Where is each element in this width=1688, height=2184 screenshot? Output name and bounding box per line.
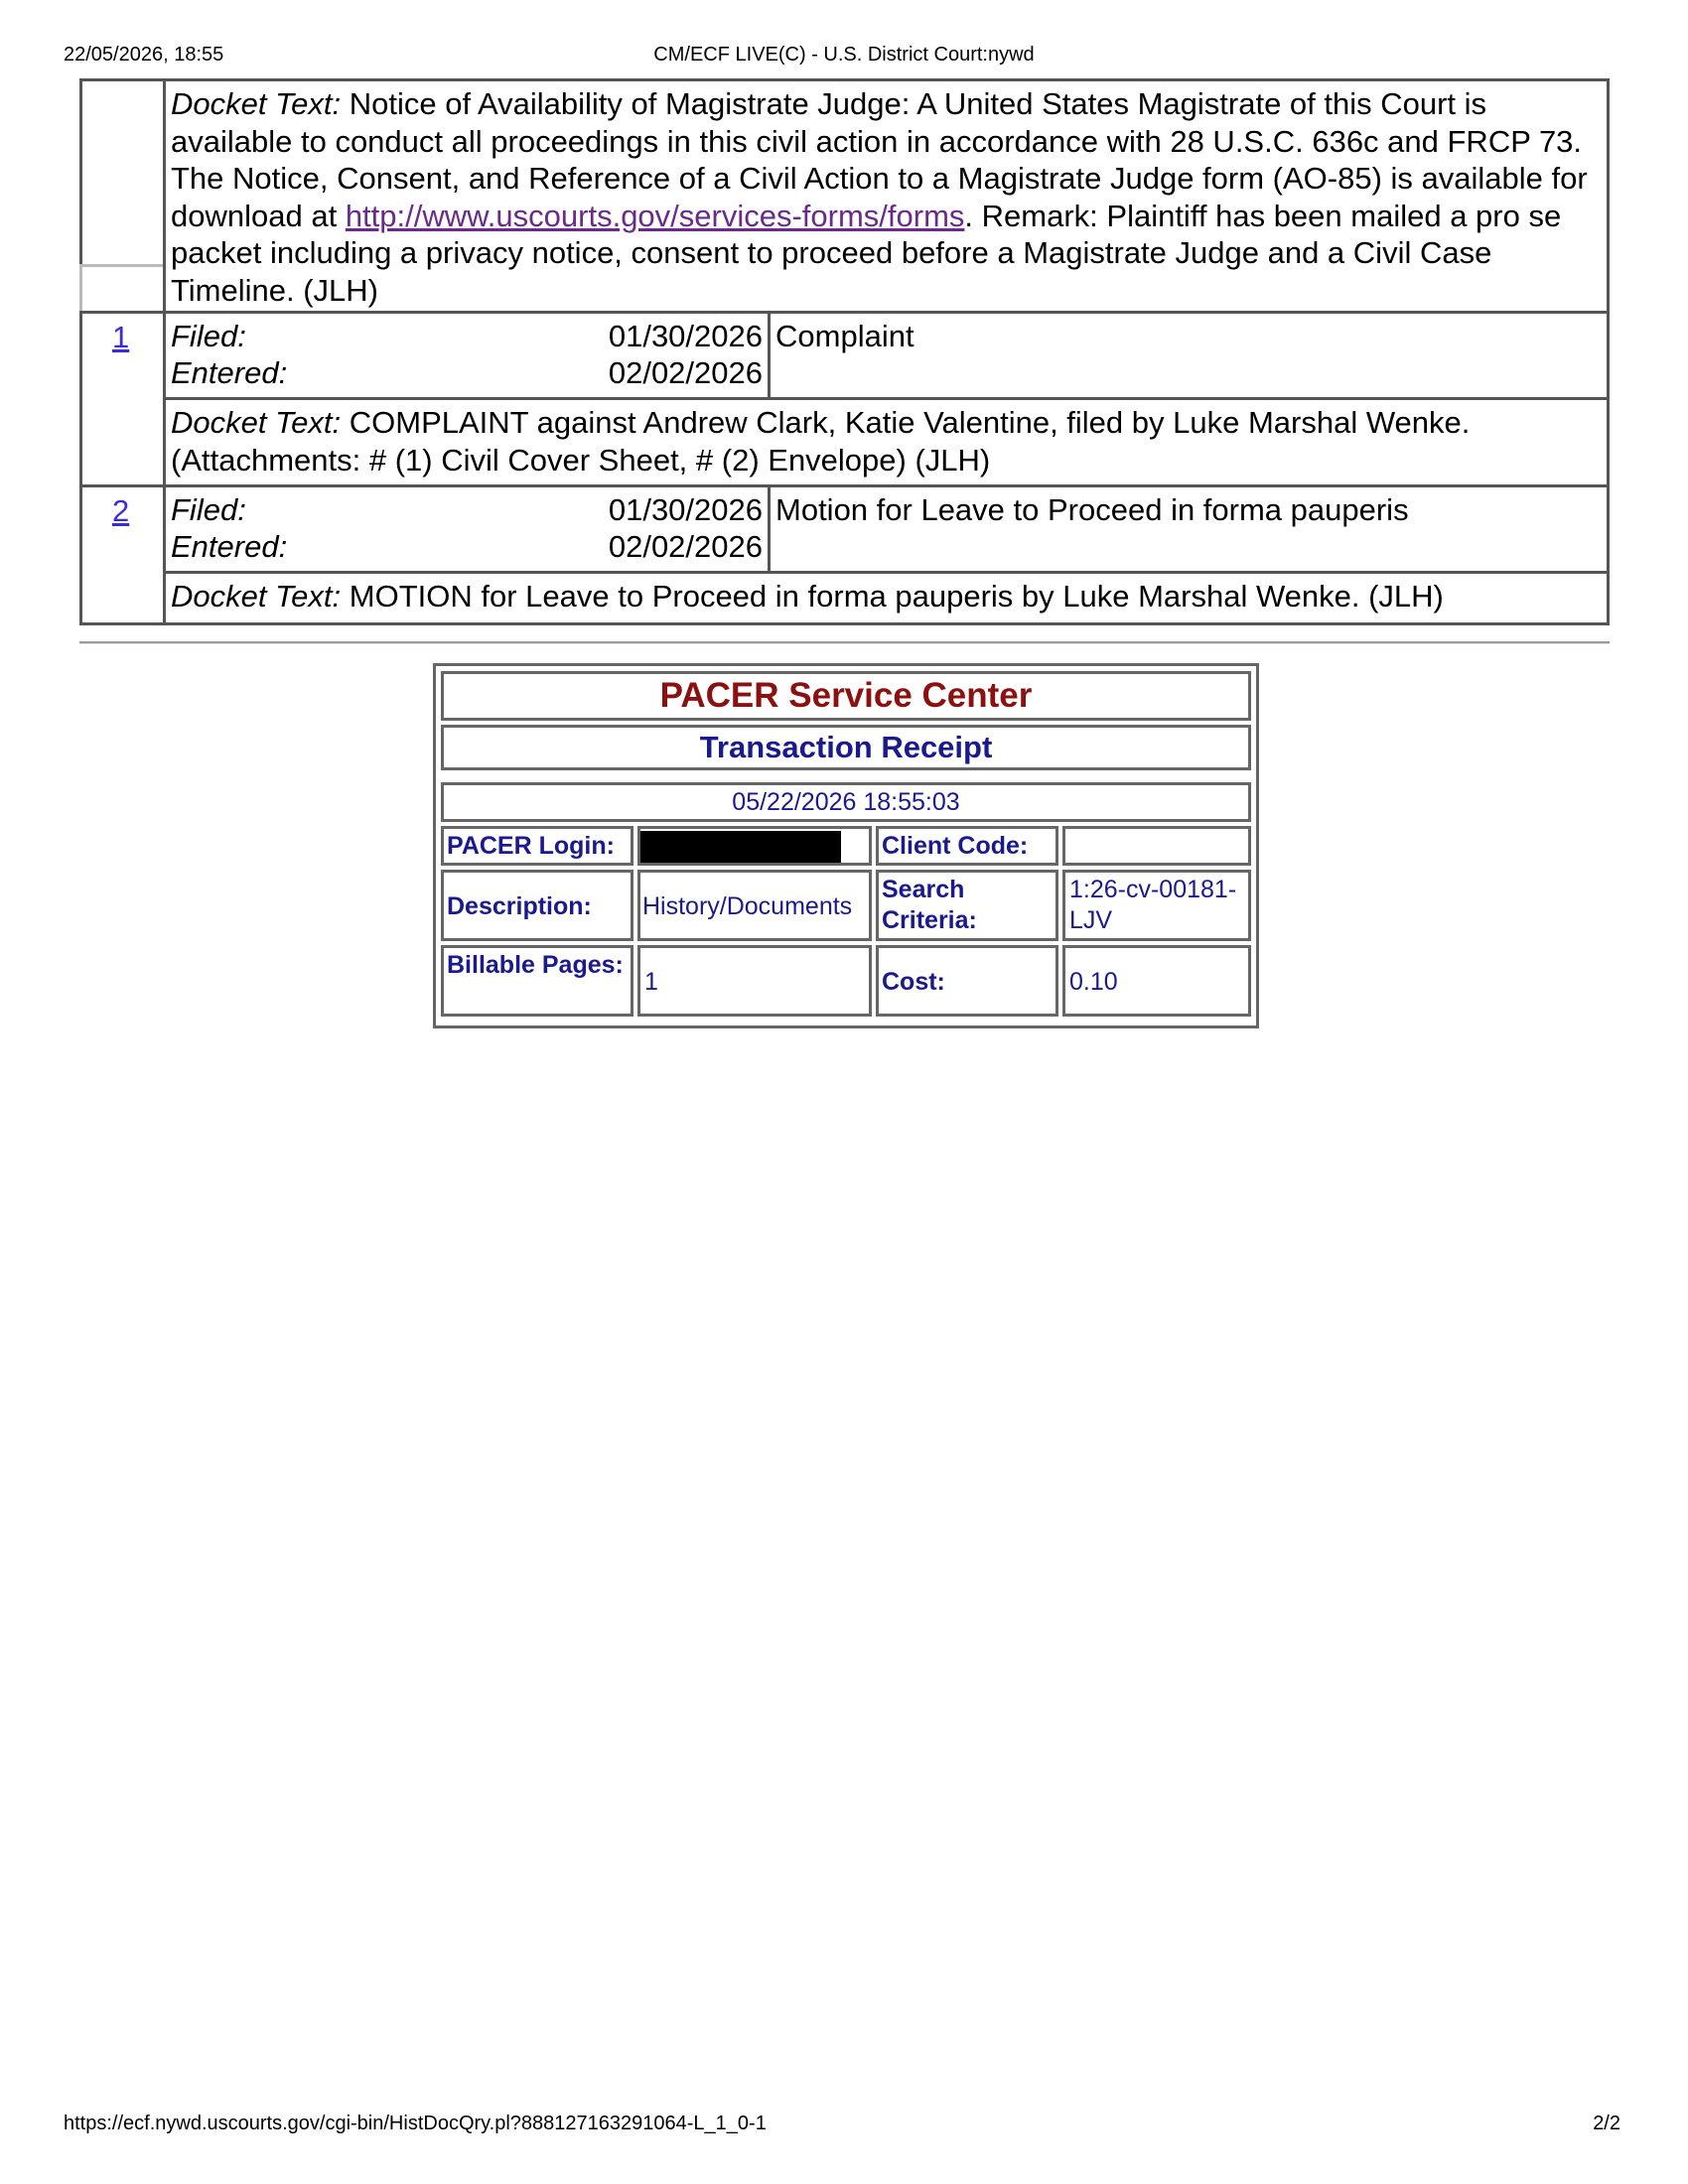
entry-number-link[interactable]: 2: [112, 493, 130, 528]
description-label: Description:: [441, 870, 633, 941]
entered-date: 02/02/2026: [608, 355, 763, 390]
docket-text-cell: [163, 78, 1610, 314]
filed-date: 01/30/2026: [608, 319, 763, 353]
docket-text-label: Docket Text:: [171, 405, 342, 440]
number-cell: [79, 311, 166, 487]
forms-link[interactable]: http://www.uscourts.gov/services-forms/forms: [345, 198, 965, 233]
docket-text-cell: [163, 571, 1610, 625]
entered-date: 02/02/2026: [608, 529, 763, 564]
filed-label: Filed:: [171, 319, 246, 353]
docket-text-label: Docket Text:: [171, 86, 342, 121]
login-label: PACER Login:: [441, 826, 633, 866]
filed-dates-cell: [163, 311, 771, 400]
client-code-value: [1062, 826, 1251, 866]
docket-text-cell: [163, 397, 1610, 487]
entry-title-cell: [768, 311, 1610, 400]
description-value: History/Documents: [637, 870, 872, 941]
entry-number-link[interactable]: 1: [112, 320, 130, 354]
filed-label: Filed:: [171, 492, 246, 527]
receipt-subtitle: Transaction Receipt: [441, 725, 1251, 770]
page-url: https://ecf.nywd.uscourts.gov/cgi-bin/HistDocQry.pl?888127163291064-L_1_0-1: [64, 2113, 767, 2134]
pacer-receipt: [433, 663, 1259, 1028]
docket-text: COMPLAINT against Andrew Clark, Katie Valentine, filed by Luke Marshal Wenke. (Attachments: # (1) Civil Cover Sheet, # (2) Envelope) (JLH): [171, 405, 1471, 478]
search-criteria-label: Search Criteria:: [876, 870, 1058, 941]
entry-title-cell: [768, 484, 1610, 574]
docket-text: MOTION for Leave to Proceed in forma pauperis by Luke Marshal Wenke. (JLH): [341, 579, 1444, 614]
redaction-block: [640, 831, 841, 863]
billable-pages-label: Billable Pages:: [441, 945, 633, 1017]
cost-value: 0.10: [1062, 945, 1251, 1017]
receipt-timestamp: 05/22/2026 18:55:03: [441, 782, 1251, 822]
docket-text: Notice of Availability of Magistrate Judge: A United States Magistrate of this Court is available to conduct all proceedings in this civil action in accordance with 28 U.S.C. 636c and FRCP 73. The Notice, Consent, and Reference of a Civil Action to a Magistrate Judge form (AO-85) is available for download at: [171, 86, 1588, 233]
receipt-title: PACER Service Center: [441, 671, 1251, 721]
login-value-cell: [637, 826, 872, 866]
docket-text-label: Docket Text:: [171, 579, 342, 614]
print-datetime: 22/05/2026, 18:55: [64, 44, 224, 66]
number-cell-empty: [79, 78, 166, 267]
filed-date: 01/30/2026: [608, 492, 763, 527]
page-number: 2/2: [1593, 2113, 1620, 2134]
page-title: CM/ECF LIVE(C) - U.S. District Court:nywd: [653, 44, 1035, 66]
docket-text: . Remark: Plaintiff has been mailed a pro se packet including a privacy notice, consent to proceed before a Magistrate Judge and a Civil Case Timeline. (JLH): [171, 198, 1562, 308]
entered-label: Entered:: [171, 355, 288, 390]
entry-title: Complaint: [775, 319, 914, 353]
entry-title: Motion for Leave to Proceed in forma pauperis: [775, 492, 1409, 527]
cost-label: Cost:: [876, 945, 1058, 1017]
filed-dates-cell: [163, 484, 771, 574]
entered-label: Entered:: [171, 529, 288, 564]
search-criteria-value: 1:26-cv-00181-LJV: [1062, 870, 1251, 941]
client-code-label: Client Code:: [876, 826, 1058, 866]
number-cell-empty: [79, 264, 166, 314]
horizontal-rule: [79, 641, 1610, 644]
number-cell: [79, 484, 166, 625]
billable-pages-value: 1: [637, 945, 872, 1017]
